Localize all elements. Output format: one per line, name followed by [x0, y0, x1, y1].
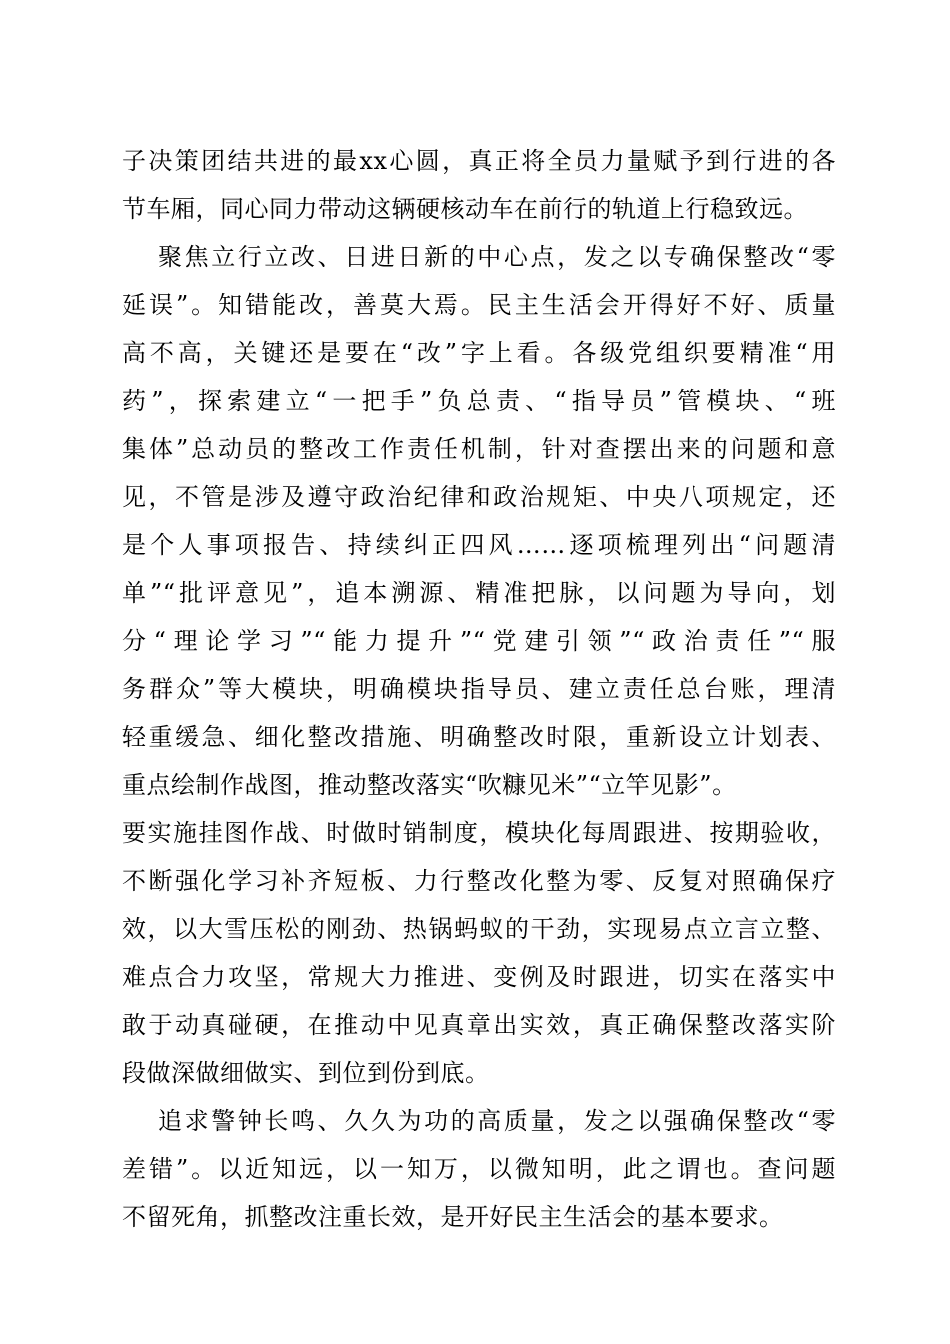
paragraph-1-line-1: 子决策团结共进的最xx心圆，真正将全员力量赋予到行进的各: [122, 147, 836, 175]
paragraph-2-line-3: 高不高，关键还是要在“改”字上看。各级党组织要精准“用: [122, 339, 836, 367]
paragraph-2-line-5: 集体”总动员的整改工作责任机制，针对查摆出来的问题和意: [122, 435, 836, 463]
paragraph-2-line-11: 轻重缓急、细化整改措施、明确整改时限，重新设立计划表、: [122, 723, 836, 751]
paragraph-2-line-16: 难点合力攻坚，常规大力推进、变例及时跟进，切实在落实中: [122, 963, 836, 991]
paragraph-2-line-1: 聚焦立行立改、日进日新的中心点，发之以专确保整改“零: [158, 243, 836, 271]
paragraph-2-line-13: 要实施挂图作战、时做时销制度，模块化每周跟进、按期验收，: [122, 819, 836, 847]
paragraph-2-line-7: 是个人事项报告、持续纠正四风……逐项梳理列出“问题清: [122, 531, 836, 559]
paragraph-2-line-12: 重点绘制作战图，推动整改落实“吹糠见米”“立竿见影”。: [122, 771, 737, 799]
paragraph-2-line-18: 段做深做细做实、到位到份到底。: [122, 1059, 490, 1087]
paragraph-2-line-10: 务群众”等大模块，明确模块指导员、建立责任总台账，理清: [122, 675, 836, 703]
paragraph-1-line-2: 节车厢，同心同力带动这辆硬核动车在前行的轨道上行稳致远。: [122, 195, 808, 223]
paragraph-2-line-8: 单”“批评意见”，追本溯源、精准把脉，以问题为导向，划: [122, 579, 836, 607]
paragraph-2-line-2: 延误”。知错能改，善莫大焉。民主生活会开得好不好、质量: [122, 291, 836, 319]
paragraph-2-line-4: 药”，探索建立“一把手”负总责、“指导员”管模块、“班: [122, 387, 836, 415]
paragraph-3-line-1: 追求警钟长鸣、久久为功的高质量，发之以强确保整改“零: [158, 1107, 836, 1135]
paragraph-2-line-6: 见，不管是涉及遵守政治纪律和政治规矩、中央八项规定，还: [122, 483, 836, 511]
document-body: [122, 137, 836, 1241]
paragraph-3-line-2: 差错”。以近知远，以一知万，以微知明，此之谓也。查问题: [122, 1155, 836, 1183]
paragraph-2-line-14: 不断强化学习补齐短板、力行整改化整为零、反复对照确保疗: [122, 867, 836, 895]
paragraph-2-line-15: 效，以大雪压松的刚劲、热锅蚂蚁的干劲，实现易点立言立整、: [122, 915, 836, 943]
paragraph-2-line-17: 敢于动真碰硬，在推动中见真章出实效，真正确保整改落实阶: [122, 1011, 836, 1039]
paragraph-2-line-9: 分“理论学习”“能力提升”“党建引领”“政治责任”“服: [122, 627, 836, 655]
paragraph-3-line-3: 不留死角，抓整改注重长效，是开好民主生活会的基本要求。: [122, 1203, 784, 1231]
